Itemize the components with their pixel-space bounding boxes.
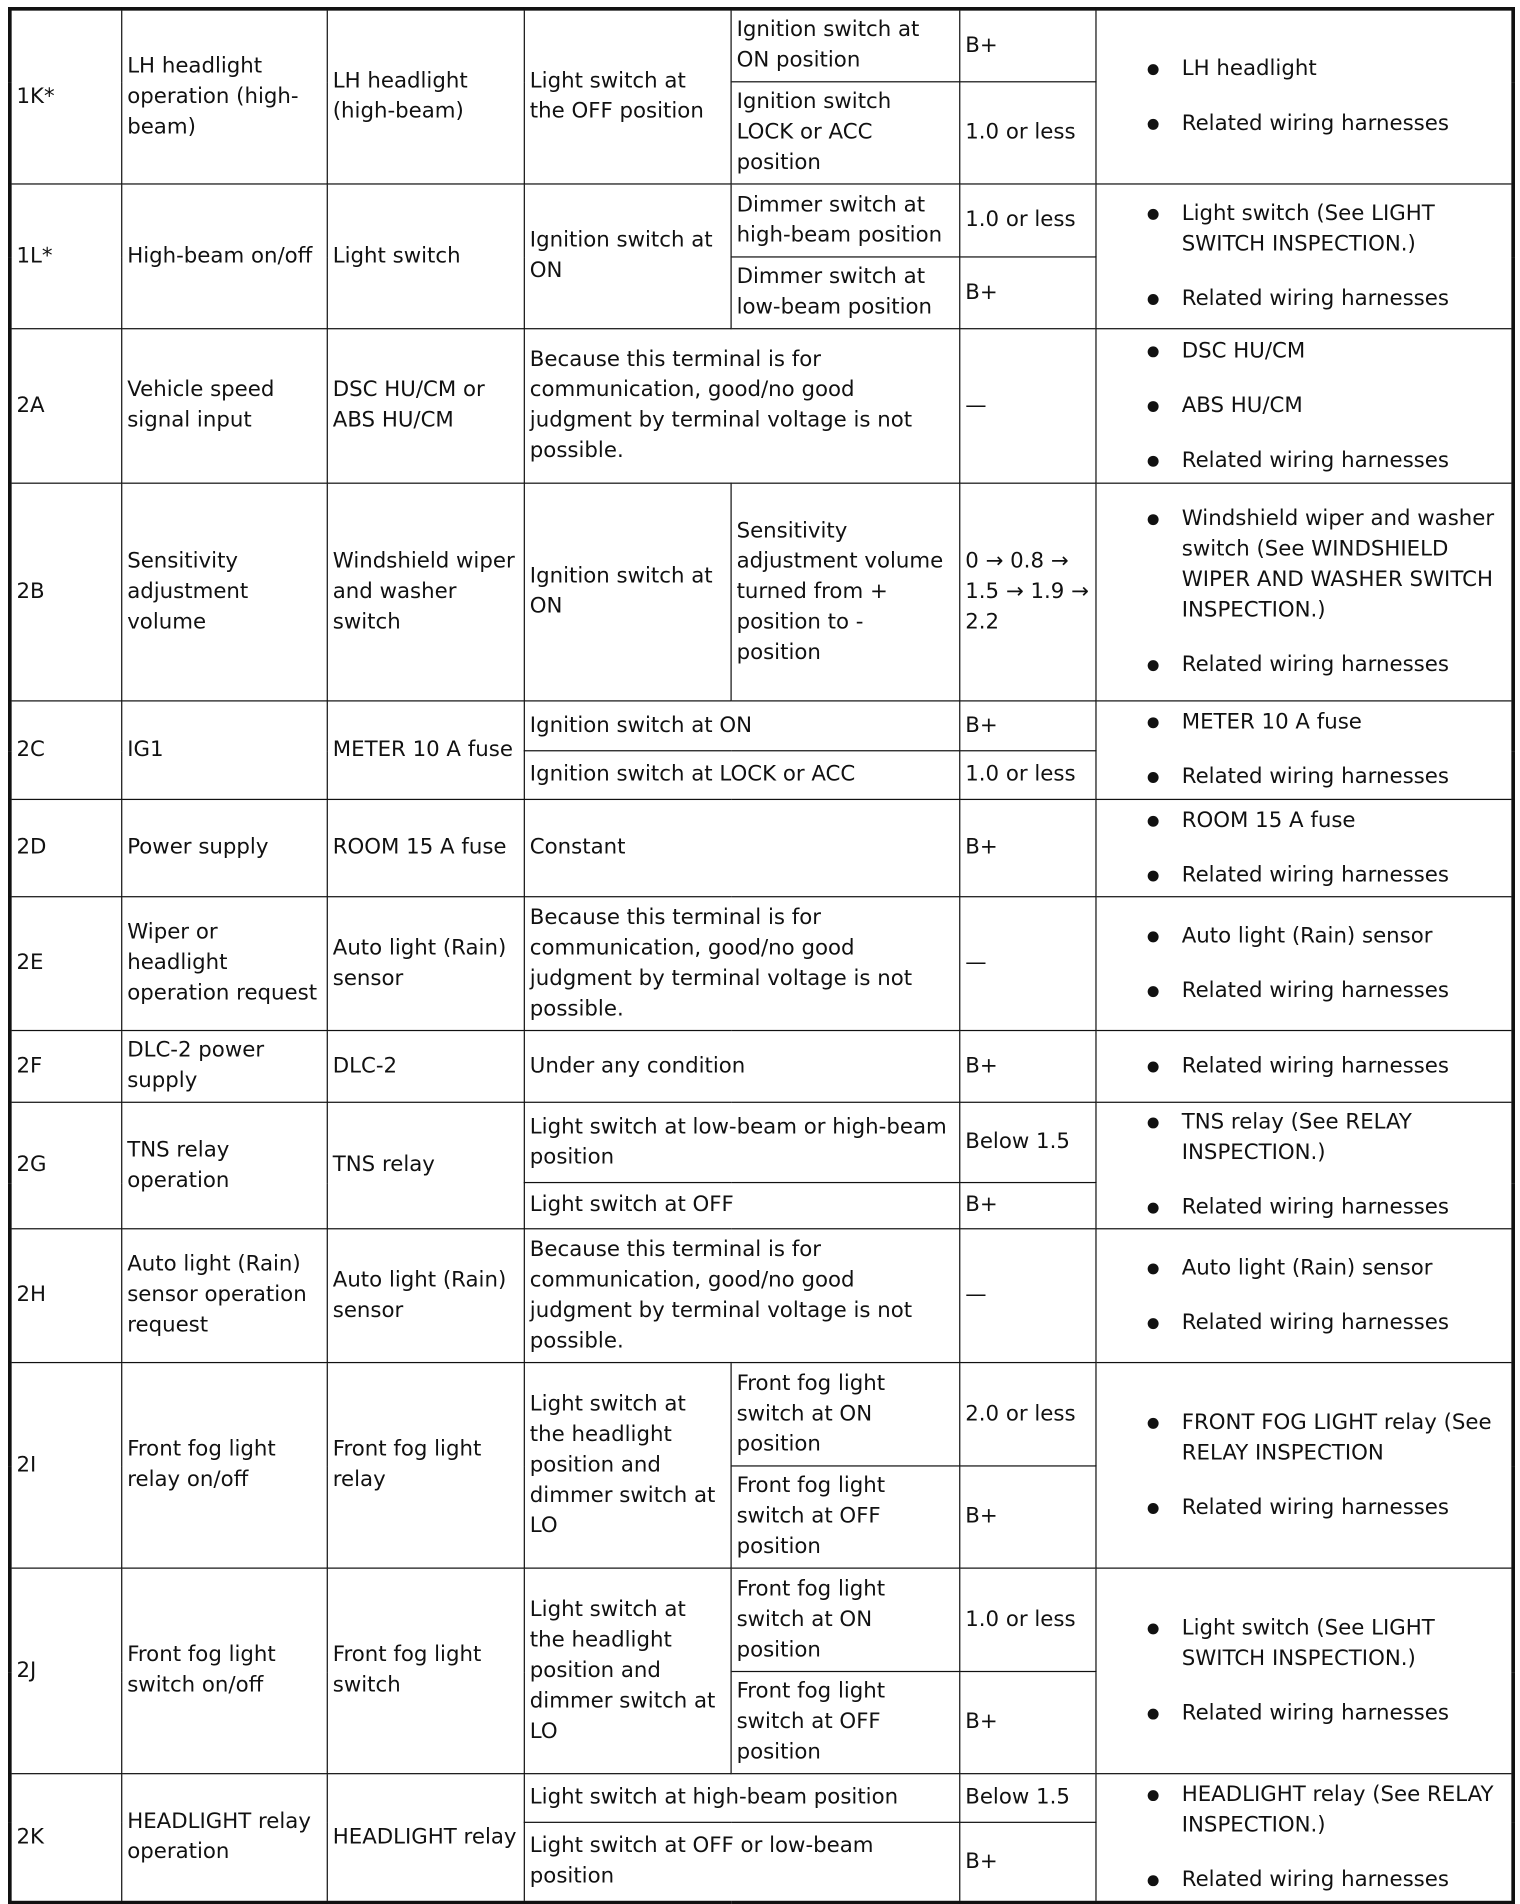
list-item: Windshield wiper and washer switch (See WINDSHIELD WIPER AND WASHER SWITCH INSPECTION.): [1101, 504, 1506, 626]
list-item: Related wiring harnesses: [1101, 976, 1506, 1006]
list-item: Related wiring harnesses: [1101, 445, 1506, 475]
table-row: [10, 1229, 1513, 1363]
inspection-cell: [1096, 1031, 1513, 1103]
list-item: Light switch (See LIGHT SWITCH INSPECTION.): [1101, 199, 1506, 260]
voltage-cell: 0 → 0.8 → 1.5 → 1.9 → 2.2: [960, 483, 1096, 701]
test-condition-cell: Light switch at the headlight position and dimmer switch at LO: [524, 1568, 731, 1774]
inspection-cell: [1096, 9, 1513, 184]
voltage-cell: 1.0 or less: [960, 184, 1096, 257]
terminal-cell: 2J: [10, 1568, 122, 1774]
table-row: [10, 329, 1513, 483]
list-item: Related wiring harnesses: [1101, 109, 1506, 139]
inspection-cell: [1096, 1229, 1513, 1363]
voltage-cell: B+: [960, 1183, 1096, 1229]
condition-cell: Light switch at low-beam or high-beam position: [524, 1102, 959, 1182]
inspection-cell: [1096, 483, 1513, 701]
test-condition-cell: Constant: [524, 799, 959, 896]
inspection-list: [1101, 50, 1506, 145]
signal-cell: Power supply: [122, 799, 328, 896]
table-row: [10, 701, 1513, 751]
list-item: Related wiring harnesses: [1101, 1308, 1506, 1338]
connected-to-cell: Auto light (Rain) sensor: [327, 897, 524, 1031]
voltage-cell: B+: [960, 9, 1096, 82]
inspection-cell: [1096, 329, 1513, 483]
voltage-cell: —: [960, 897, 1096, 1031]
inspection-list: [1101, 801, 1506, 896]
signal-cell: Front fog light switch on/off: [122, 1568, 328, 1774]
terminal-cell: 2D: [10, 799, 122, 896]
table-row: [10, 1102, 1513, 1182]
signal-cell: HEADLIGHT relay operation: [122, 1774, 328, 1903]
inspection-list: [1101, 194, 1506, 319]
inspection-list: [1101, 1775, 1506, 1900]
voltage-cell: 1.0 or less: [960, 1568, 1096, 1671]
signal-cell: Wiper or headlight operation request: [122, 897, 328, 1031]
terminal-cell: 2B: [10, 483, 122, 701]
voltage-cell: Below 1.5: [960, 1102, 1096, 1182]
condition-cell: Light switch at high-beam position: [524, 1774, 959, 1823]
test-condition-cell: Light switch at the headlight position and dimmer switch at LO: [524, 1363, 731, 1569]
voltage-cell: —: [960, 1229, 1096, 1363]
list-item: METER 10 A fuse: [1101, 708, 1506, 738]
test-condition-cell: Ignition switch at ON: [524, 184, 731, 329]
list-item: Related wiring harnesses: [1101, 284, 1506, 314]
list-item: ROOM 15 A fuse: [1101, 806, 1506, 836]
inspection-cell: [1096, 1102, 1513, 1228]
inspection-list: [1101, 1403, 1506, 1528]
sub-condition-cell: Front fog light switch at OFF position: [731, 1466, 960, 1568]
sub-condition-cell: Sensitivity adjustment volume turned from + position to - position: [731, 483, 960, 701]
list-item: DSC HU/CM: [1101, 336, 1506, 366]
inspection-cell: [1096, 1568, 1513, 1774]
connected-to-cell: LH headlight (high-beam): [327, 9, 524, 184]
inspection-cell: [1096, 799, 1513, 896]
terminal-cell: 2F: [10, 1031, 122, 1103]
terminal-cell: 2G: [10, 1102, 122, 1228]
inspection-list: [1101, 1248, 1506, 1343]
table-row: [10, 1363, 1513, 1466]
voltage-cell: 2.0 or less: [960, 1363, 1096, 1466]
test-condition-cell: Ignition switch at ON: [524, 483, 731, 701]
voltage-cell: B+: [960, 1466, 1096, 1568]
list-item: Related wiring harnesses: [1101, 1698, 1506, 1728]
voltage-cell: B+: [960, 1031, 1096, 1103]
voltage-cell: B+: [960, 799, 1096, 896]
sub-condition-cell: Dimmer switch at high-beam position: [731, 184, 960, 257]
list-item: LH headlight: [1101, 54, 1506, 84]
table-row: [10, 1774, 1513, 1823]
connected-to-cell: Windshield wiper and washer switch: [327, 483, 524, 701]
table-row: [10, 799, 1513, 896]
table-row: [10, 1568, 1513, 1671]
terminal-cell: 2K: [10, 1774, 122, 1903]
list-item: Related wiring harnesses: [1101, 1193, 1506, 1223]
signal-cell: Auto light (Rain) sensor operation request: [122, 1229, 328, 1363]
voltage-cell: Below 1.5: [960, 1774, 1096, 1823]
condition-cell: Light switch at OFF or low-beam position: [524, 1822, 959, 1902]
inspection-list: [1101, 1046, 1506, 1086]
inspection-cell: [1096, 701, 1513, 800]
signal-cell: Sensitivity adjustment volume: [122, 483, 328, 701]
terminal-cell: 1K*: [10, 9, 122, 184]
connected-to-cell: Front fog light relay: [327, 1363, 524, 1569]
sub-condition-cell: Front fog light switch at ON position: [731, 1568, 960, 1671]
list-item: Related wiring harnesses: [1101, 762, 1506, 792]
inspection-list: [1101, 916, 1506, 1011]
inspection-cell: [1096, 1774, 1513, 1903]
list-item: HEADLIGHT relay (See RELAY INSPECTION.): [1101, 1780, 1506, 1841]
terminal-voltage-table: [8, 7, 1515, 1904]
list-item: Auto light (Rain) sensor: [1101, 1253, 1506, 1283]
test-condition-cell: Because this terminal is for communication, good/no good judgment by terminal voltage is not possible.: [524, 897, 959, 1031]
condition-cell: Ignition switch at LOCK or ACC: [524, 751, 959, 800]
sub-condition-cell: Front fog light switch at OFF position: [731, 1672, 960, 1774]
voltage-cell: 1.0 or less: [960, 751, 1096, 800]
connected-to-cell: DSC HU/CM or ABS HU/CM: [327, 329, 524, 483]
list-item: Light switch (See LIGHT SWITCH INSPECTION.): [1101, 1613, 1506, 1674]
condition-cell: Light switch at OFF: [524, 1183, 959, 1229]
inspection-cell: [1096, 184, 1513, 329]
connected-to-cell: Auto light (Rain) sensor: [327, 1229, 524, 1363]
inspection-cell: [1096, 897, 1513, 1031]
list-item: Related wiring harnesses: [1101, 650, 1506, 680]
terminal-cell: 2A: [10, 329, 122, 483]
condition-cell: Ignition switch at ON: [524, 701, 959, 751]
sub-condition-cell: Dimmer switch at low-beam position: [731, 257, 960, 329]
list-item: Related wiring harnesses: [1101, 860, 1506, 890]
inspection-cell: [1096, 1363, 1513, 1569]
test-condition-cell: Because this terminal is for communication, good/no good judgment by terminal voltage is not possible.: [524, 1229, 959, 1363]
voltage-cell: B+: [960, 701, 1096, 751]
list-item: FRONT FOG LIGHT relay (See RELAY INSPECTION: [1101, 1408, 1506, 1469]
list-item: Related wiring harnesses: [1101, 1051, 1506, 1081]
terminal-cell: 2E: [10, 897, 122, 1031]
signal-cell: LH headlight operation (high-beam): [122, 9, 328, 184]
inspection-list: [1101, 1608, 1506, 1733]
sub-condition-cell: Ignition switch at ON position: [731, 9, 960, 82]
voltage-cell: B+: [960, 1822, 1096, 1902]
list-item: Auto light (Rain) sensor: [1101, 921, 1506, 951]
connected-to-cell: DLC-2: [327, 1031, 524, 1103]
terminal-cell: 2H: [10, 1229, 122, 1363]
voltage-cell: —: [960, 329, 1096, 483]
signal-cell: TNS relay operation: [122, 1102, 328, 1228]
inspection-list: [1101, 331, 1506, 481]
connected-to-cell: HEADLIGHT relay: [327, 1774, 524, 1903]
connected-to-cell: Light switch: [327, 184, 524, 329]
terminal-cell: 1L*: [10, 184, 122, 329]
table-row: [10, 1031, 1513, 1103]
list-item: TNS relay (See RELAY INSPECTION.): [1101, 1108, 1506, 1169]
table-row: [10, 9, 1513, 82]
inspection-list: [1101, 499, 1506, 685]
signal-cell: Front fog light relay on/off: [122, 1363, 328, 1569]
signal-cell: Vehicle speed signal input: [122, 329, 328, 483]
table-row: [10, 184, 1513, 257]
list-item: Related wiring harnesses: [1101, 1865, 1506, 1895]
sub-condition-cell: Ignition switch LOCK or ACC position: [731, 82, 960, 184]
list-item: ABS HU/CM: [1101, 391, 1506, 421]
sub-condition-cell: Front fog light switch at ON position: [731, 1363, 960, 1466]
voltage-cell: B+: [960, 1672, 1096, 1774]
signal-cell: High-beam on/off: [122, 184, 328, 329]
terminal-cell: 2C: [10, 701, 122, 800]
voltage-cell: 1.0 or less: [960, 82, 1096, 184]
signal-cell: IG1: [122, 701, 328, 800]
connected-to-cell: Front fog light switch: [327, 1568, 524, 1774]
list-item: Related wiring harnesses: [1101, 1493, 1506, 1523]
connected-to-cell: TNS relay: [327, 1102, 524, 1228]
table-row: [10, 897, 1513, 1031]
test-condition-cell: Light switch at the OFF position: [524, 9, 731, 184]
inspection-list: [1101, 1103, 1506, 1228]
connected-to-cell: ROOM 15 A fuse: [327, 799, 524, 896]
signal-cell: DLC-2 power supply: [122, 1031, 328, 1103]
test-condition-cell: Under any condition: [524, 1031, 959, 1103]
connected-to-cell: METER 10 A fuse: [327, 701, 524, 800]
terminal-cell: 2I: [10, 1363, 122, 1569]
inspection-list: [1101, 703, 1506, 798]
test-condition-cell: Because this terminal is for communication, good/no good judgment by terminal voltage is not possible.: [524, 329, 959, 483]
table-row: [10, 483, 1513, 701]
voltage-cell: B+: [960, 257, 1096, 329]
